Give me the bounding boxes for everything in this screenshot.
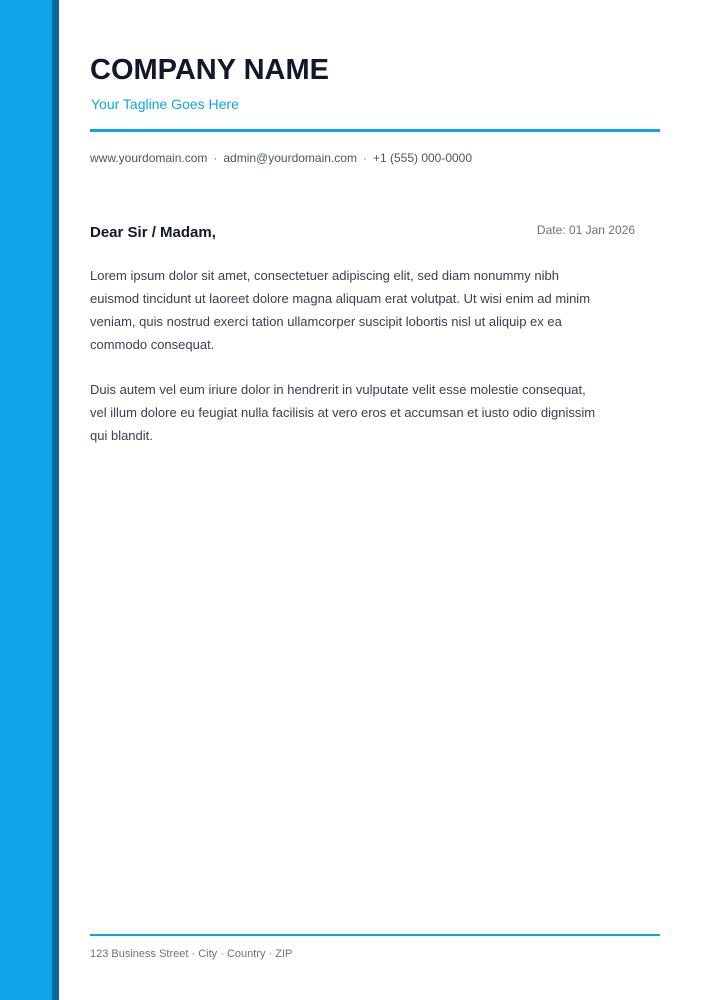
company-name: COMPANY NAME: [90, 54, 329, 86]
contact-line: [90, 150, 472, 166]
side-accent-bar-edge: [52, 0, 59, 1000]
letter-body: [90, 264, 600, 469]
tagline: Your Tagline Goes Here: [91, 96, 239, 112]
phone-number: +1 (555) 000-0000: [372, 151, 473, 165]
footer-divider: [90, 934, 660, 936]
footer-address: 123 Business Street · City · Country · ZIP: [90, 948, 293, 960]
header-divider: [90, 129, 660, 132]
side-accent-bar: [0, 0, 52, 1000]
body-paragraph: Duis autem vel eum iriure dolor in hendrerit in vulputate velit esse molestie consequat, vel illum dolore eu feugiat nulla facilisis at vero eros et accumsan et iusto odio dignissim qui blandit.: [90, 382, 596, 443]
contact-separator: ·: [213, 151, 218, 165]
body-paragraph: Lorem ipsum dolor sit amet, consectetuer adipiscing elit, sed diam nonummy nibh euismod tincidunt ut laoreet dolore magna aliquam erat volutpat. Ut wisi enim ad minim veniam, quis nostrud exerci tation ullamcorper suscipit lobortis nisl ut aliquip ex ea commodo consequat.: [90, 268, 591, 352]
salutation: Dear Sir / Madam,: [90, 224, 216, 241]
letter-date: Date: 01 Jan 2026: [536, 223, 635, 237]
website-link[interactable]: www.yourdomain.com: [90, 151, 208, 165]
contact-separator: ·: [362, 151, 367, 165]
email-link[interactable]: admin@yourdomain.com: [223, 151, 357, 165]
